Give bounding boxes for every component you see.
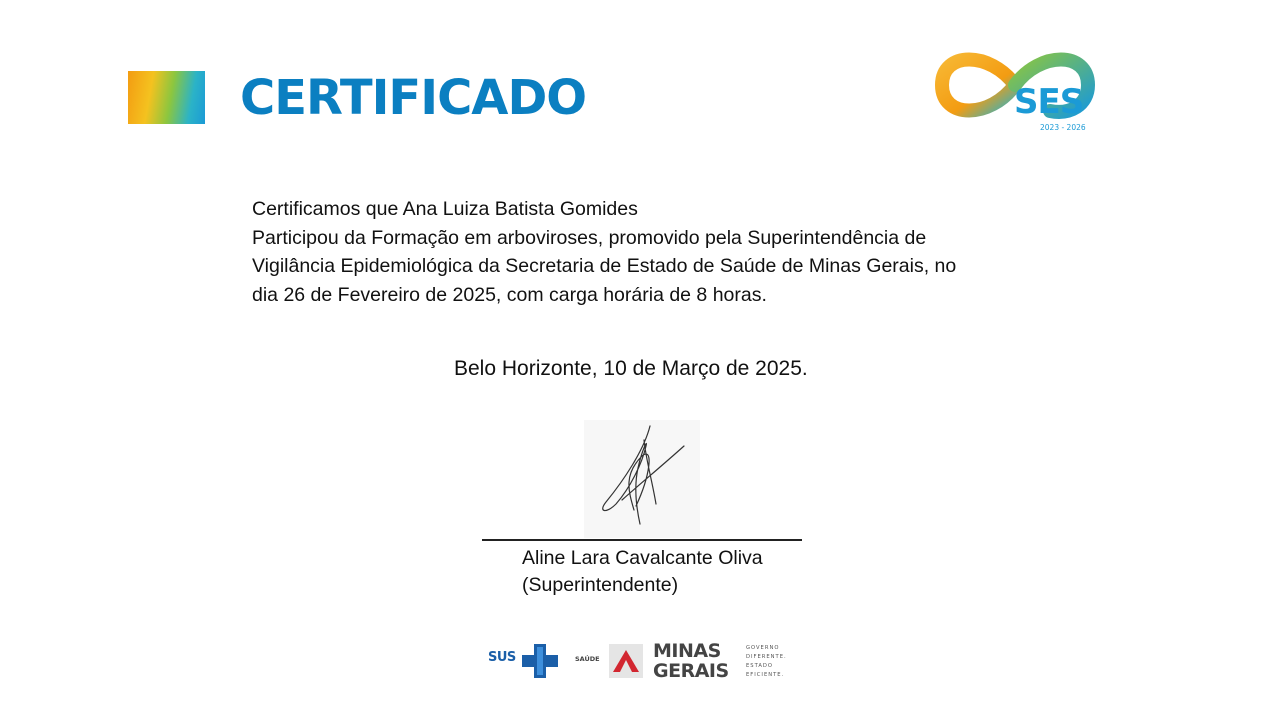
brand-color-square xyxy=(128,71,205,124)
tagline-line: EFICIENTE. xyxy=(746,672,785,678)
body-line: Vigilância Epidemiológica da Secretaria de Estado de Saúde de Minas Gerais, no xyxy=(252,255,957,277)
signer-role: (Superintendente) xyxy=(522,574,679,596)
footer-logos xyxy=(488,638,808,686)
body-line: Certificamos que Ana Luiza Batista Gomides xyxy=(252,198,638,220)
saude-label: SAÚDE xyxy=(575,655,600,663)
certificate-title: CERTIFICADO xyxy=(240,70,587,126)
date-location: Belo Horizonte, 10 de Março de 2025. xyxy=(454,357,808,380)
ses-logo-years: 2023 - 2026 xyxy=(1040,123,1086,132)
sus-cross-icon xyxy=(522,644,558,678)
minas-gerais-triangle-icon xyxy=(609,644,643,678)
certificate-body xyxy=(252,195,1032,309)
signer-name: Aline Lara Cavalcante Oliva xyxy=(522,547,763,569)
ses-logo xyxy=(930,45,1100,137)
gerais-label: GERAIS xyxy=(653,660,729,682)
body-line: Participou da Formação em arboviroses, promovido pela Superintendência de xyxy=(252,226,927,249)
sus-logo-text: SUS xyxy=(488,650,516,665)
tagline-line: ESTADO xyxy=(746,663,773,669)
signature-line xyxy=(482,539,802,541)
tagline-line: DIFERENTE. xyxy=(746,654,787,660)
minas-label: MINAS xyxy=(653,640,721,662)
signer-block xyxy=(522,545,763,599)
body-line: dia 26 de Fevereiro de 2025, com carga horária de 8 horas. xyxy=(252,283,767,306)
tagline-line: GOVERNO xyxy=(746,645,780,651)
ses-logo-text: SES xyxy=(1014,82,1084,122)
signature-image xyxy=(584,420,700,538)
